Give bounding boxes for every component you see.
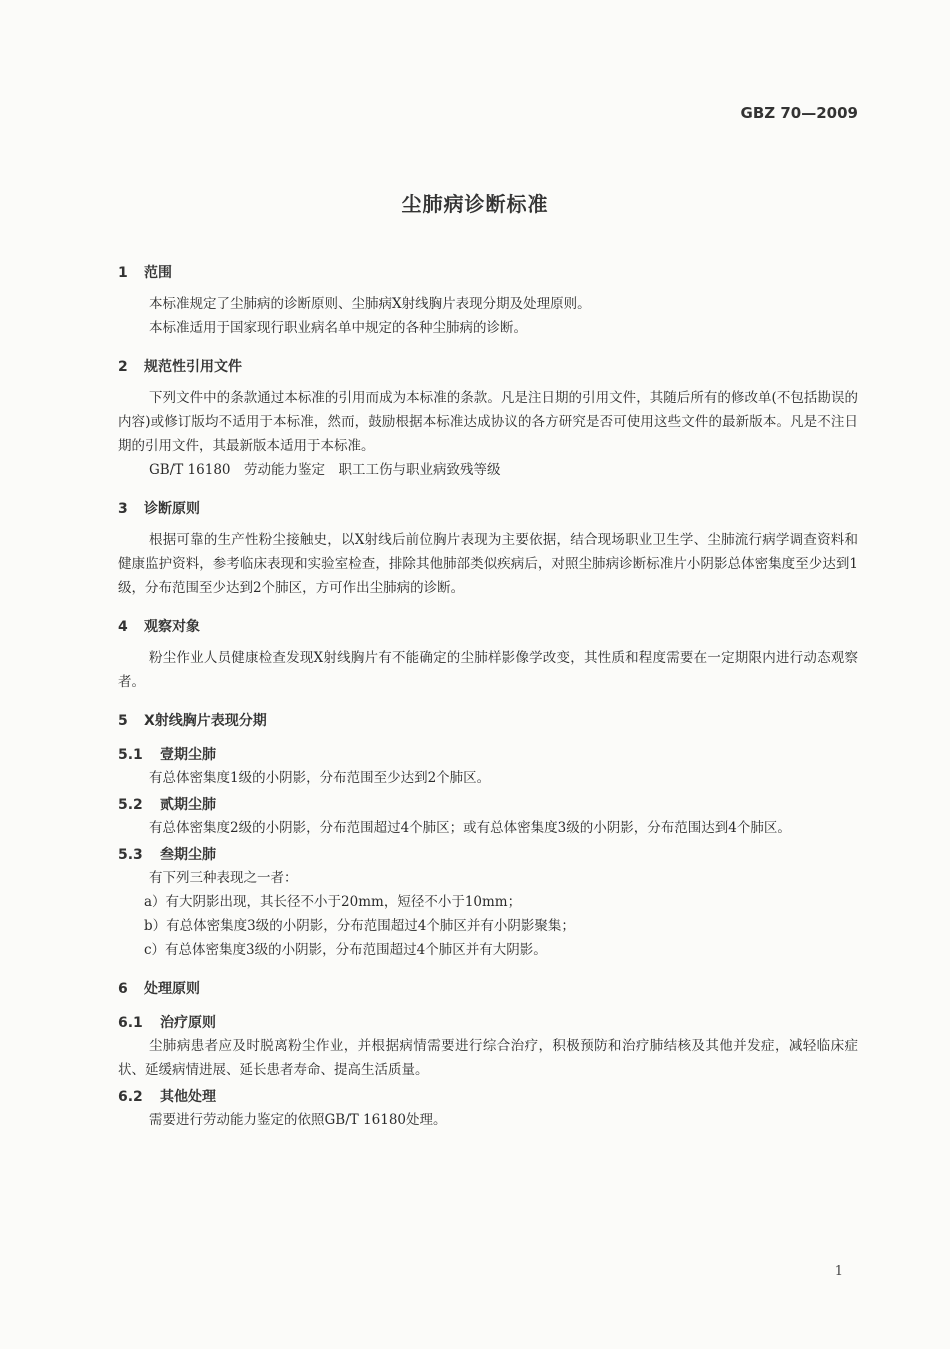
section-number: 6	[118, 981, 128, 997]
paragraph: 根据可靠的生产性粉尘接触史，以X射线后前位胸片表现为主要依据，结合现场职业卫生学、尘肺流行病学调查资料和健康监护资料，参考临床表现和实验室检查，排除其他肺部类似疾病后，对照尘肺病诊断标准片小阴影总体密集度至少达到1级，分布范围至少达到2个肺区，方可作出尘肺病的诊断。	[118, 532, 858, 596]
subsection-heading	[118, 844, 858, 866]
subsection-number: 6.2	[118, 1089, 143, 1105]
section-title: 诊断原则	[144, 501, 200, 517]
subsection-heading	[118, 1012, 858, 1034]
section-number: 2	[118, 359, 128, 375]
list-item: c）有总体密集度3级的小阴影，分布范围超过4个肺区并有大阴影。	[144, 942, 547, 958]
document-body	[118, 262, 858, 1132]
section-title: 观察对象	[144, 619, 200, 635]
subsection-number: 5.3	[118, 847, 143, 863]
standard-code: GBZ 70—2009	[740, 104, 858, 122]
subsection-heading	[118, 1086, 858, 1108]
subsection-title: 壹期尘肺	[160, 747, 216, 763]
subsection-heading	[118, 744, 858, 766]
paragraph: 本标准规定了尘肺病的诊断原则、尘肺病X射线胸片表现分期及处理原则。	[149, 296, 591, 312]
subsection-number: 6.1	[118, 1015, 143, 1031]
section-title: 处理原则	[144, 981, 200, 997]
page-number: 1	[834, 1264, 843, 1279]
section-heading-observation	[118, 616, 858, 638]
section-number: 1	[118, 265, 128, 281]
paragraph: 有下列三种表现之一者：	[149, 870, 298, 886]
paragraph: 尘肺病患者应及时脱离粉尘作业，并根据病情需要进行综合治疗，积极预防和治疗肺结核及其他并发症，减轻临床症状、延缓病情进展、延长患者寿命、提高生活质量。	[118, 1038, 858, 1078]
list-item: b）有总体密集度3级的小阴影，分布范围超过4个肺区并有小阴影聚集；	[144, 918, 575, 934]
section-heading-treatment	[118, 978, 858, 1000]
section-heading-references	[118, 356, 858, 378]
section-title: 规范性引用文件	[144, 359, 242, 375]
subsection-title: 贰期尘肺	[160, 797, 216, 813]
paragraph: 有总体密集度2级的小阴影，分布范围超过4个肺区；或有总体密集度3级的小阴影，分布范围达到4个肺区。	[149, 820, 791, 836]
subsection-heading	[118, 794, 858, 816]
paragraph: 有总体密集度1级的小阴影，分布范围至少达到2个肺区。	[149, 770, 491, 786]
list-item: a）有大阴影出现，其长径不小于20mm，短径不小于10mm；	[144, 894, 522, 910]
section-title: 范围	[144, 265, 172, 281]
section-heading-staging	[118, 710, 858, 732]
section-title: X射线胸片表现分期	[144, 713, 267, 729]
subsection-title: 其他处理	[160, 1089, 216, 1105]
subsection-title: 叁期尘肺	[160, 847, 216, 863]
section-heading-diagnosis	[118, 498, 858, 520]
paragraph: 粉尘作业人员健康检查发现X射线胸片有不能确定的尘肺样影像学改变，其性质和程度需要在一定期限内进行动态观察者。	[118, 650, 858, 690]
subsection-title: 治疗原则	[160, 1015, 216, 1031]
section-number: 5	[118, 713, 128, 729]
paragraph: 本标准适用于国家现行职业病名单中规定的各种尘肺病的诊断。	[149, 320, 527, 336]
subsection-number: 5.1	[118, 747, 143, 763]
paragraph: 需要进行劳动能力鉴定的依照GB/T 16180处理。	[149, 1112, 447, 1128]
document-title: 尘肺病诊断标准	[401, 192, 549, 216]
section-number: 3	[118, 501, 128, 517]
reference-entry: GB/T 16180 劳动能力鉴定 职工工伤与职业病致残等级	[149, 462, 501, 478]
section-heading-scope	[118, 262, 858, 284]
section-number: 4	[118, 619, 128, 635]
paragraph: 下列文件中的条款通过本标准的引用而成为本标准的条款。凡是注日期的引用文件，其随后所有的修改单(不包括勘误的内容)或修订版均不适用于本标准，然而，鼓励根据本标准达成协议的各方研究是否可使用这些文件的最新版本。凡是不注日期的引用文件，其最新版本适用于本标准。	[118, 390, 858, 454]
subsection-number: 5.2	[118, 797, 143, 813]
